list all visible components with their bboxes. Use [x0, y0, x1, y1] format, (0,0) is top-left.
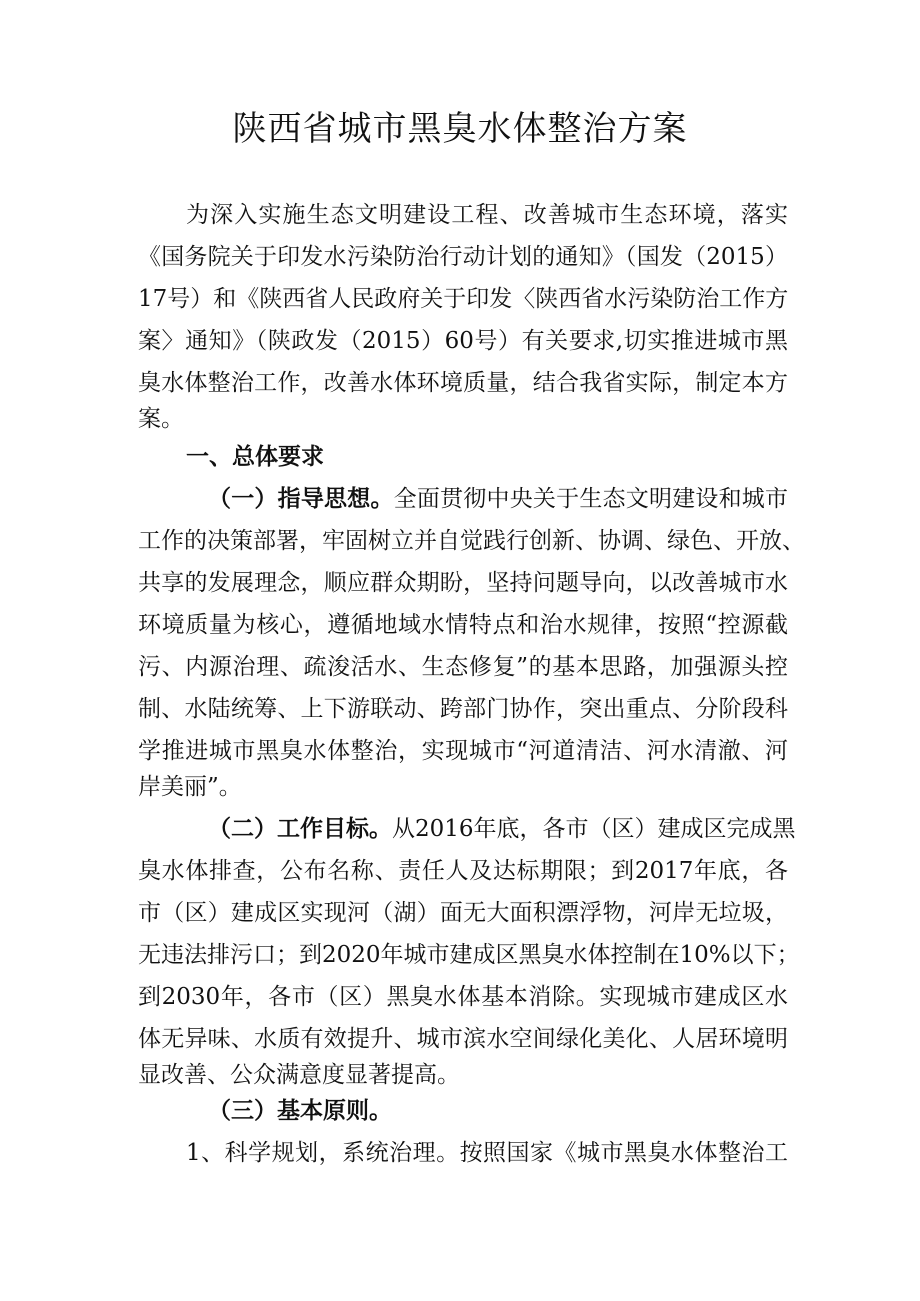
- paragraph-line: 到2030年，各市（区）黑臭水体基本消除。实现城市建成区水: [138, 984, 788, 1010]
- paragraph-line: 市（区）建成区实现河（湖）面无大面积漂浮物，河岸无垃圾，: [138, 900, 788, 926]
- paragraph-line: 显改善、公众满意度显著提高。: [138, 1062, 460, 1088]
- paragraph-line: 共享的发展理念，顺应群众期盼，坚持问题导向，以改善城市水: [138, 570, 788, 596]
- paragraph-line: 臭水体排查，公布名称、责任人及达标期限；到2017年底，各: [138, 858, 788, 884]
- paragraph-line: 制、水陆统筹、上下游联动、跨部门协作，突出重点、分阶段科: [138, 696, 788, 722]
- principle-line: 1、科学规划，系统治理。按照国家《城市黑臭水体整治工: [186, 1140, 788, 1166]
- subsection-first-line: [208, 814, 796, 844]
- subsection-first-line: [208, 484, 788, 514]
- intro-line: 《国务院关于印发水污染防治行动计划的通知》（国发（2015）: [138, 244, 788, 270]
- paragraph-line: 环境质量为核心，遵循地域水情特点和治水规律，按照“控源截: [138, 612, 788, 638]
- intro-line: 17号）和《陕西省人民政府关于印发〈陕西省水污染防治工作方: [138, 286, 789, 312]
- paragraph-line: 无违法排污口；到2020年城市建成区黑臭水体控制在10%以下；: [138, 942, 800, 968]
- subsection-text: 全面贯彻中央关于生态文明建设和城市: [393, 486, 789, 512]
- paragraph-line: 体无异味、水质有效提升、城市滨水空间绿化美化、人居环境明: [138, 1026, 788, 1052]
- intro-line: 案。: [138, 406, 184, 432]
- paragraph-line: 工作的决策部署，牢固树立并自觉践行创新、协调、绿色、开放、: [138, 528, 805, 554]
- intro-line: 为深入实施生态文明建设工程、改善城市生态环境，落实: [186, 202, 788, 228]
- paragraph-line: 学推进城市黑臭水体整治，实现城市“河道清洁、河水清澈、河: [138, 738, 788, 764]
- section-heading: 一、总体要求: [186, 443, 324, 470]
- subsection-label: （一）指导思想。: [208, 485, 394, 512]
- subsection-label: （二）工作目标。: [208, 815, 392, 842]
- document-title: 陕西省城市黑臭水体整治方案: [232, 109, 688, 149]
- paragraph-line: 污、内源治理、疏浚活水、生态修复”的基本思路，加强源头控: [138, 654, 788, 680]
- intro-line: 案〉通知》（陕政发（2015）60号）有关要求,切实推进城市黑: [138, 328, 788, 354]
- intro-line: 臭水体整治工作，改善水体环境质量，结合我省实际，制定本方: [138, 370, 788, 396]
- subsection-heading: （三）基本原则。: [208, 1097, 392, 1124]
- subsection-text: 从2016年底，各市（区）建成区完成黑: [392, 816, 796, 842]
- paragraph-line: 岸美丽”。: [138, 774, 242, 800]
